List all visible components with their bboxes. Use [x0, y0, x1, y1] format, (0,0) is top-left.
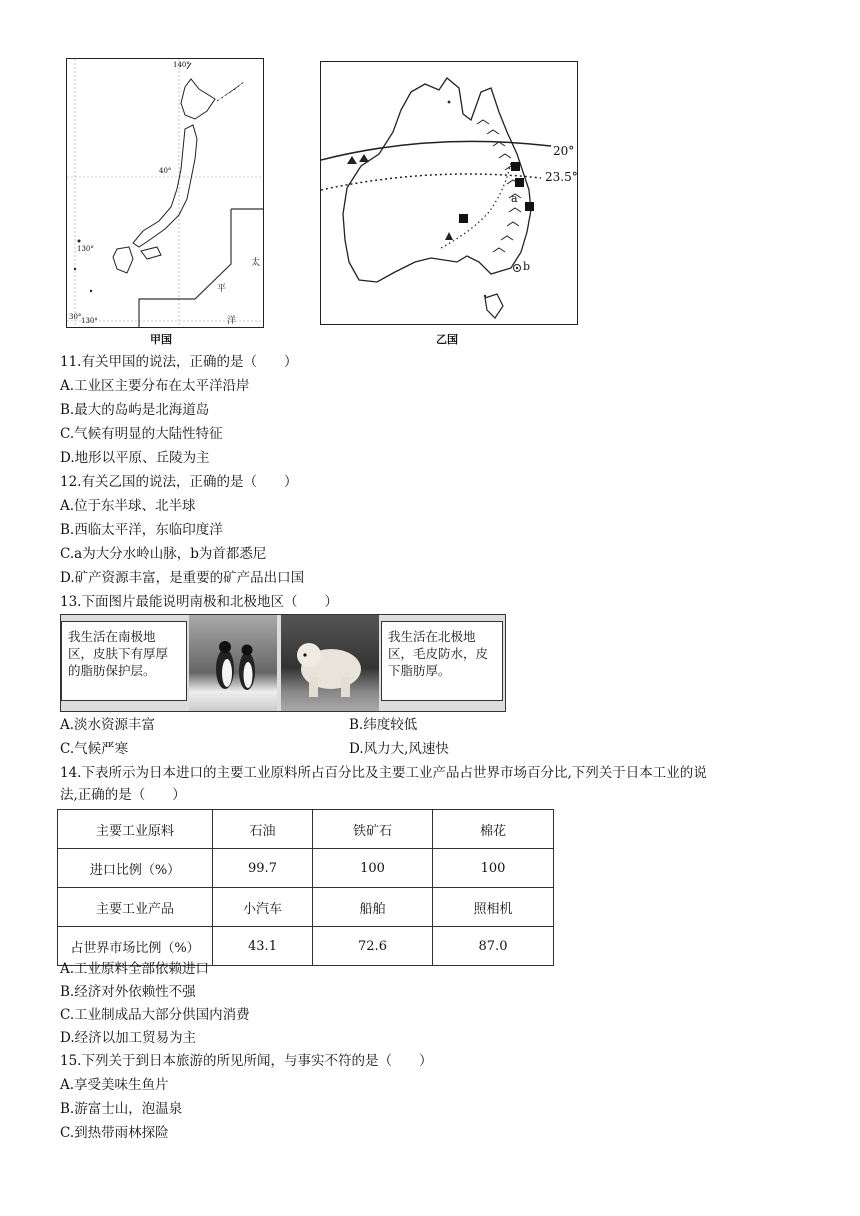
table-row: [58, 849, 554, 888]
map1-label-lon140: 140°: [173, 61, 190, 69]
map1-label-lat40: 40°: [159, 167, 172, 175]
australia-map-drawing: [321, 62, 577, 324]
table-cell: 进口比例（%）: [58, 849, 213, 888]
table-cell: 主要工业产品: [58, 888, 213, 927]
q12-option-b[interactable]: B.西临太平洋，东临印度洋: [60, 522, 223, 538]
q15-option-b[interactable]: B.游富士山，泡温泉: [60, 1101, 183, 1117]
q14-stem-line1: 14.下表所示为日本进口的主要工业原料所占百分比及主要工业产品占世界市场百分比,下列关于日本工业的说: [60, 765, 707, 781]
q12-stem: 12.有关乙国的说法，正确的是（ ）: [60, 474, 298, 490]
australia-map: [320, 61, 578, 325]
australia-map-caption: 乙国: [436, 333, 458, 346]
penguin-card-text: 我生活在南极地区，皮肤下有厚厚的脂肪保护层。: [68, 629, 169, 678]
table-cell: 占世界市场比例（%）: [58, 927, 213, 966]
q15-option-a[interactable]: A.享受美味生鱼片: [60, 1077, 169, 1093]
penguin-photo: [189, 615, 277, 711]
q12-option-c[interactable]: C.a为大分水岭山脉，b为首都悉尼: [60, 546, 267, 562]
q15-stem: 15.下列关于到日本旅游的所见所闻，与事实不符的是（ ）: [60, 1053, 433, 1069]
table-cell: 100: [313, 849, 433, 888]
map2-label-a: a: [511, 192, 518, 205]
q13-figure: [60, 614, 506, 712]
q13-option-b[interactable]: B.纬度较低: [349, 717, 418, 733]
q14-option-d[interactable]: D.经济以加工贸易为主: [60, 1030, 197, 1046]
table-cell: 石油: [213, 810, 313, 849]
map1-label-pacific-3: 洋: [227, 316, 237, 326]
map1-label-lon130: 130°: [77, 245, 94, 253]
q13-option-c[interactable]: C.气候严寒: [60, 741, 129, 757]
table-cell: 照相机: [433, 888, 554, 927]
table-cell: 小汽车: [213, 888, 313, 927]
map1-label-lon130b: 130°: [81, 317, 98, 325]
q13-option-d[interactable]: D.风力大,风速快: [349, 741, 449, 757]
table-cell: 100: [433, 849, 554, 888]
polar-bear-card-text: 我生活在北极地区，毛皮防水，皮下脂肪厚。: [388, 629, 489, 678]
q12-option-d[interactable]: D.矿产资源丰富，是重要的矿产品出口国: [60, 570, 305, 586]
map2-label-b: b: [523, 260, 531, 273]
map1-label-pacific-1: 太: [251, 258, 261, 268]
q15-option-c[interactable]: C.到热带雨林探险: [60, 1125, 169, 1141]
map1-label-pacific-2: 平: [217, 284, 227, 294]
table-cell: 铁矿石: [313, 810, 433, 849]
japan-industry-table: [57, 809, 554, 966]
q14-option-c[interactable]: C.工业制成品大部分供国内消费: [60, 1007, 250, 1023]
q12-option-a[interactable]: A.位于东半球、北半球: [60, 498, 196, 514]
q11-option-d[interactable]: D.地形以平原、丘陵为主: [60, 450, 210, 466]
table-cell: 87.0: [433, 927, 554, 966]
q11-stem: 11.有关甲国的说法，正确的是（ ）: [60, 354, 298, 370]
q14-stem-line2: 法,正确的是（ ）: [60, 787, 186, 803]
polar-bear-photo: [281, 615, 379, 711]
japan-map: [66, 58, 264, 328]
q11-option-a[interactable]: A.工业区主要分布在太平洋沿岸: [60, 378, 250, 394]
table-cell: 主要工业原料: [58, 810, 213, 849]
polar-bear-card: [381, 621, 503, 701]
table-cell: 船舶: [313, 888, 433, 927]
table-cell: 72.6: [313, 927, 433, 966]
q11-option-b[interactable]: B.最大的岛屿是北海道岛: [60, 402, 210, 418]
q14-option-a[interactable]: A.工业原料全部依赖进口: [60, 961, 210, 977]
q13-option-a[interactable]: A.淡水资源丰富: [60, 717, 156, 733]
table-row: [58, 810, 554, 849]
map1-label-lat30: 30°: [69, 313, 82, 321]
japan-map-drawing: [67, 59, 263, 327]
map2-label-lat235: 23.5°: [545, 170, 578, 184]
q11-option-c[interactable]: C.气候有明显的大陆性特征: [60, 426, 223, 442]
q13-stem: 13.下面图片最能说明南极和北极地区（ ）: [60, 594, 338, 610]
table-row: [58, 888, 554, 927]
table-cell: 99.7: [213, 849, 313, 888]
table-cell: 43.1: [213, 927, 313, 966]
penguin-card: [61, 621, 187, 701]
japan-map-caption: 甲国: [150, 333, 172, 346]
q14-option-b[interactable]: B.经济对外依赖性不强: [60, 984, 196, 1000]
map2-label-lat20: 20°: [553, 144, 575, 158]
table-cell: 棉花: [433, 810, 554, 849]
